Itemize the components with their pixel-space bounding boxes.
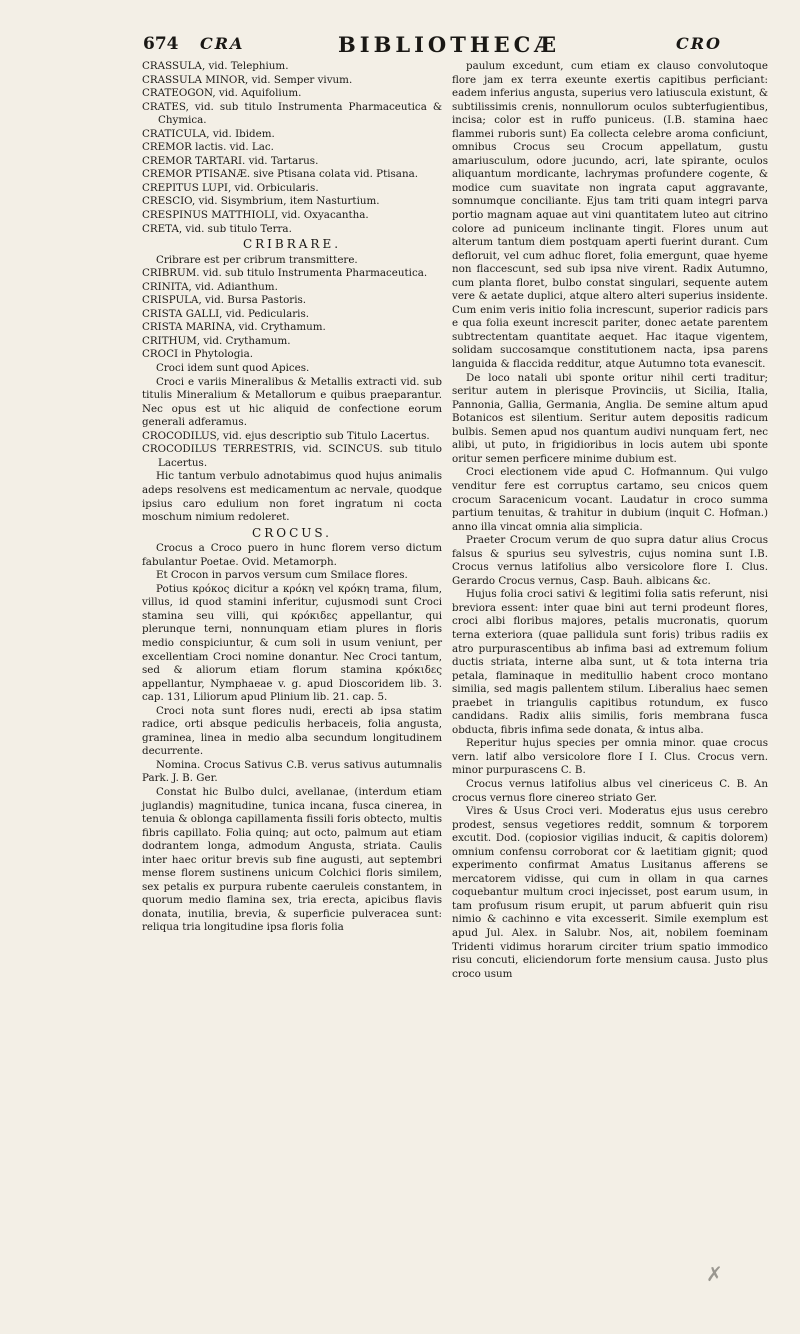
text-paragraph: Crocus vernus latifolius albus vel cinericeus C. B. An crocus vernus flore cinereo striato Ger.	[452, 777, 768, 804]
entry-paragraph: Cribrare est per cribrum transmittere.	[156, 253, 358, 266]
entry-paragraph: CRITHUM, vid. Crythamum.	[142, 334, 291, 347]
entry-paragraph: Crocus a Croco puero in hunc florem verso dictum fabulantur Poetae. Ovid. Metamorph.	[142, 542, 442, 568]
running-title: BIBLIOTHECÆ	[338, 32, 561, 57]
entry-paragraph: Constat hic Bulbo dulci, avellanae, (interdum etiam juglandis) magnitudine, tunica incana, fusca cinerea, in tenuia & oblonga capillamenta fissili foris obtecto, multis fibris capillato. Folia quinq; aut octo, palmum aut etiam dodrantem longa, admodum Angusta, striata. Caulis inter haec oritur brevis sub fine augusti, aut septembri mense florem sustinens unicum Colchici floris similem, sex petalis ex purpura rubente caeruleis constantem, in quorum medio flamina sex, tria erecta, apicibus flavis donata, inutilia, brevia, & superficie pulveracea sunt: reliqua tria longitudine ipsa floris folia	[142, 785, 442, 934]
pencil-mark: ✗	[706, 1262, 723, 1286]
entry-paragraph: CRISPULA, vid. Bursa Pastoris.	[142, 294, 307, 307]
entry-paragraph: Croci idem sunt quod Apices.	[156, 362, 310, 375]
right-catchword: CRO	[676, 34, 722, 53]
left-column	[142, 60, 442, 935]
text-paragraph: Croci electionem vide apud C. Hofmannum. Qui vulgo venditur fere est corruptus cartamo, seu cnicos quem crocum Saracenicum vocant. Laudatur in croco summa partium tenuitas, & trahitur in dubium (inquit C. Hofman.) anno illa vincat omnia alia simplicia.	[452, 466, 768, 533]
entry-paragraph: CRASSULA, vid. Telephium.	[142, 60, 289, 72]
entry-paragraph: CRATICULA, vid. Ibidem.	[142, 127, 275, 140]
text-paragraph: Vires & Usus Croci veri. Moderatus ejus usus cerebro prodest, sensus vegetiores reddit, somnum & torporem excutit. Dod. (copiosior vigilias inducit, & capitis dolorem) omnium confensu corroborat cor & laetitiam gignit; quod experimento confirmat Amatus Lusitanus afferens se mercatorem vidisse, qui cum in ollam in qua carnes coquebantur multum croci injecisset, post earum usum, in tam profusum risum erupit, ut parum abfuerit quin risu nimio & cachinno e vita excesserit. Simile exemplum est apud Jul. Alex. in Salubr. Nos, ait, nobilem foeminam Tridenti vidimus horarum circiter trium spatio immodico risu concuti, eliciendorum forte mensium causa. Justo plus croco usum	[452, 805, 768, 980]
entry-paragraph: Croci nota sunt flores nudi, erecti ab ipsa statim radice, orti absque pediculis herbaceis, folia angusta, graminea, linea in medio alba secundum longitudinem decurrente.	[142, 704, 442, 758]
text-paragraph: De loco natali ubi sponte oritur nihil certi traditur; seritur autem in plerisque Provinciis, ut Sicilia, Italia, Pannonia, Gallia, Germania, Anglia. De semine altum apud Botanicos est silentium. Seritur autem depositis radicum bulbis. Semen apud nos quantum audivi nunquam fert, nec alibi, ut puto, in frigidioribus in locis autem ubi sponte oritur semen perficere minime dubium est.	[452, 371, 768, 465]
entry-paragraph: Et Crocon in parvos versum cum Smilace flores.	[156, 569, 408, 582]
entry-paragraph: CREMOR lactis. vid. Lac.	[142, 141, 274, 154]
entry-paragraph: Nomina. Crocus Sativus C.B. verus sativus autumnalis Park. J. B. Ger.	[142, 758, 442, 785]
entry-paragraph: CREPITUS LUPI, vid. Orbicularis.	[142, 181, 319, 194]
section-heading: CROCUS.	[252, 525, 332, 540]
left-catchword: CRA	[200, 34, 245, 53]
text-paragraph: paulum excedunt, cum etiam ex clauso convolutoque flore jam ex terra exeunte exertis capitibus perficiant: eadem inferius angusta, superius vero latiuscula existunt, & subtilissimis crenis, nonnullorum oculos subterfugientibus, incisa; color est in ruffo puniceus. (I.B. stamina haec flammei ruboris sunt) Ea collecta celebre aroma conficiunt, omnibus Crocus seu Crocum appellatum, gustu amariusculum, odore jucundo, acri, late spirante, oculos aliquantum mordicante, lachrymas profundere cogente, & modice cum suavitate non ingrata caput aggravante, somnumque conciliante. Ejus tam triti quam integri parva portio magnam aquae aut vini quantitatem luteo aut citrino colore ad puniceum inclinante tingit. Flores unum aut alterum tantum diem postquam aperti fuerint durant. Cum defloruit, vel cum adhuc floret, folia emergunt, quae hyeme non flaccescunt, sed sub ipsa nive virent. Radix Autumno, cum planta floret, bulbo constat singulari, sequente autem vere & aetate duplici, atque altero alteri superius insidente. Cum enim veris initio folia increscunt, superior radicis pars e qua folia exeunt increscit pariter, donec aetate parentem subtrectentam quantitate aequet. Hac itaque vigentem, solidam succosamque constitutionem nacta, ipsa parens languida & flaccida redditur, atque Autumno tota evanescit.	[452, 60, 768, 371]
page-number: 674	[143, 34, 179, 54]
right-column	[452, 60, 768, 981]
entry-paragraph: CROCODILUS TERRESTRIS, vid. SCINCUS. sub titulo Lacertus.	[142, 443, 442, 469]
entry-paragraph: CROCODILUS, vid. ejus descriptio sub Titulo Lacertus.	[142, 429, 430, 442]
entry-paragraph: CRISTA MARINA, vid. Crythamum.	[142, 321, 326, 334]
entry-paragraph: CRESCIO, vid. Sisymbrium, item Nasturtium.	[142, 195, 380, 208]
text-paragraph: Praeter Crocum verum de quo supra datur alius Crocus falsus & spurius seu sylvestris, cujus nomina sunt I.B. Crocus vernus latifolius albo versicolore flore I. Clus. Gerardo Crocus vernus, Casp. Bauh. albicans &c.	[452, 534, 768, 587]
entry-paragraph: CRIBRUM. vid. sub titulo Instrumenta Pharmaceutica.	[142, 267, 428, 280]
page-header	[0, 34, 800, 58]
entry-paragraph: CROCI in Phytologia.	[142, 348, 253, 361]
entry-paragraph: Croci e variis Mineralibus & Metallis extracti vid. sub titulis Mineralium & Metallorum e quibus praeparantur. Nec opus est ut hic aliquid de confectione eorum generali adferamus.	[142, 375, 442, 429]
text-paragraph: Hujus folia croci sativi & legitimi folia satis referunt, nisi breviora essent: inter quae bini aut terni prodeunt flores, croci albi floribus majores, petalis mucronatis, quorum terna exteriora (quae pallidula sunt foris) tribus radiis ex atro purpurascentibus ab infima basi ad extremum folium ductis striata, interne alba sunt, ut & tota interna tria petala, flaminaque in meditullio habent croco montano similia, sed magis pallentem stilum. Liberalius haec semen praebet in triangulis capitibus rotundum, ex fusco candidans. Radix aliis similis, foris membrana fusca obducta, fibris infima sede donata, & intus alba.	[452, 588, 768, 736]
entry-paragraph: CRATES, vid. sub titulo Instrumenta Pharmaceutica & Chymica.	[142, 100, 442, 127]
entry-paragraph: CRISTA GALLI, vid. Pedicularis.	[142, 307, 310, 320]
text-paragraph: Reperitur hujus species per omnia minor. quae crocus vern. latif albo versicolore flore I I. Clus. Crocus vern. minor purpurascens C. B.	[452, 737, 768, 777]
entry-paragraph: CREMOR PTISANÆ. sive Ptisana colata vid. Ptisana.	[142, 168, 418, 181]
entry-paragraph: CRESPINUS MATTHIOLI, vid. Oxyacantha.	[142, 209, 369, 222]
entry-paragraph: CRETA, vid. sub titulo Terra.	[142, 222, 292, 235]
entry-paragraph: CRATEOGON, vid. Aquifolium.	[142, 87, 302, 100]
entry-paragraph: CREMOR TARTARI. vid. Tartarus.	[142, 154, 319, 167]
entry-paragraph: Potius κρόκος dicitur a κρόκη vel κρόκη trama, filum, villus, id quod stamini inferitur, cujusmodi sunt Croci stamina seu villi, qui κρόκιδες appellantur, qui plerunque terni, nonnunquam etiam plures in floris medio conspiciuntur, & cum soli in usum veniunt, per excellentiam Croci nomine donantur. Nec Croci tantum, sed & aliorum etiam florum stamina κρόκιδες appellantur, Nymphaeae v. g. apud Dioscoridem lib. 3. cap. 131, Liliorum apud Plinium lib. 21. cap. 5.	[142, 582, 442, 704]
section-heading: CRIBRARE.	[242, 237, 342, 252]
entry-paragraph: Hic tantum verbulo adnotabimus quod hujus animalis adeps resolvens est medicamentum ac nervale, quodque ipsius caro edulium non foret ingratum ni cocta moschum nimium redoleret.	[142, 470, 442, 524]
entry-paragraph: CRASSULA MINOR, vid. Semper vivum.	[142, 73, 353, 86]
entry-paragraph: CRINITA, vid. Adianthum.	[142, 280, 278, 293]
